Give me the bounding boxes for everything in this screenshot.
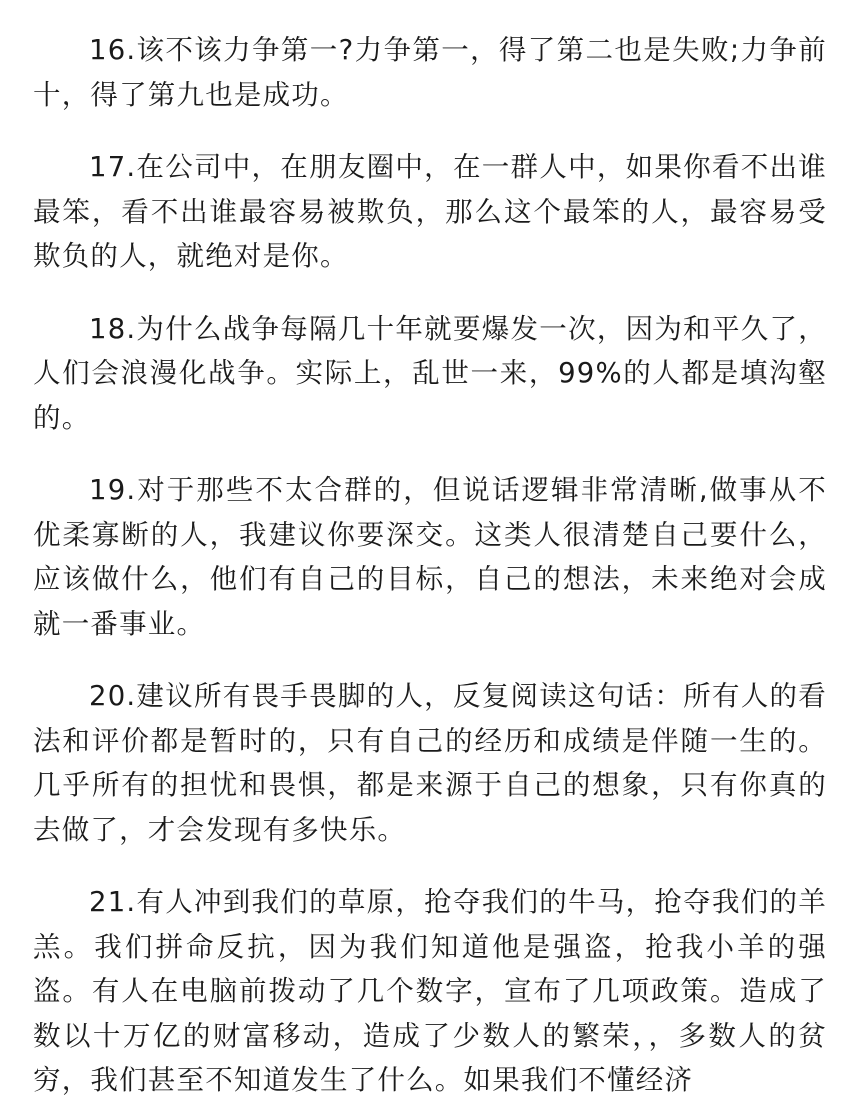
paragraph-20: 20.建议所有畏手畏脚的人，反复阅读这句话：所有人的看法和评价都是暂时的，只有自己的经历和成绩是伴随一生的。几乎所有的担忧和畏惧，都是来源于自己的想象，只有你真的去做了，才会发现有多快乐。 [33,680,827,846]
paragraph-19: 19.对于那些不太合群的，但说话逻辑非常清晰,做事从不优柔寡断的人，我建议你要深交。这类人很清楚自己要什么，应该做什么，他们有自己的目标，自己的想法，未来绝对会成就一番事业。 [33,474,827,640]
paragraph-16: 16.该不该力争第一?力争第一，得了第二也是失败;力争前十，得了第九也是成功。 [33,34,827,111]
paragraph-18: 18.为什么战争每隔几十年就要爆发一次，因为和平久了，人们会浪漫化战争。实际上，乱世一来，99%的人都是填沟壑的。 [33,312,827,434]
paragraph-21: 21.有人冲到我们的草原，抢夺我们的牛马，抢夺我们的羊羔。我们拼命反抗，因为我们知道他是强盗，抢我小羊的强盗。有人在电脑前拨动了几个数字，宣布了几项政策。造成了数以十万亿的财富移动，造成了少数人的繁荣，，多数人的贫穷，我们甚至不知道发生了什么。如果我们不懂经济 [33,886,827,1096]
paragraph-17: 17.在公司中，在朋友圈中，在一群人中，如果你看不出谁最笨，看不出谁最容易被欺负，那么这个最笨的人，最容易受欺负的人，就绝对是你。 [33,151,827,272]
